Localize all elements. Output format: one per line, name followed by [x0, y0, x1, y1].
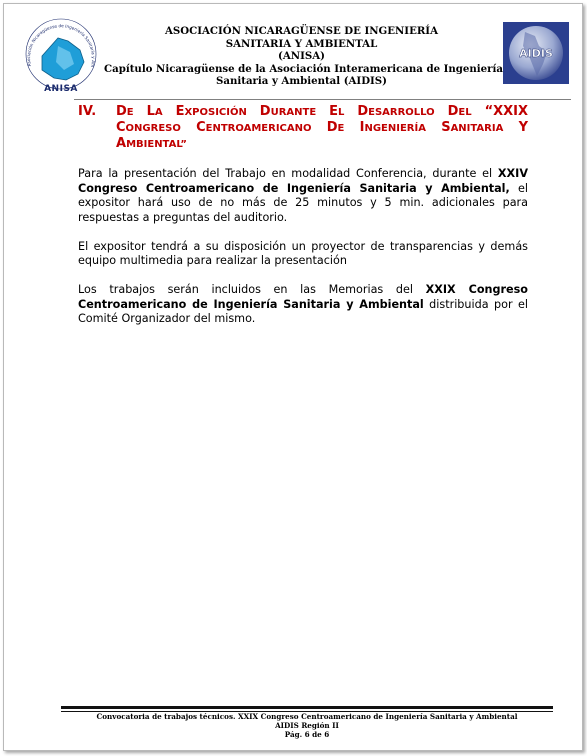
body-text: [78, 167, 528, 341]
paragraph-1: [78, 167, 528, 225]
section-number: IV.: [78, 104, 97, 119]
organization-header: [104, 25, 503, 88]
footer-line-2: AIDIS Región II: [275, 721, 339, 730]
footer-line-1: Convocatoria de trabajos técnicos. XXIX Congreso Centroamericano de Ingeniería Sanitaria y Ambiental: [96, 712, 518, 721]
page-footer: [61, 712, 553, 739]
anisa-logo-label: ANISA: [44, 84, 78, 94]
header-line-3: (ANISA): [278, 50, 325, 63]
footer-line-3: Pág. 6 de 6: [284, 730, 330, 739]
aidis-logo-text: AIDIS: [519, 47, 553, 60]
paragraph-3-text-c: distribuida por el Comité Organizador del mismo.: [78, 297, 528, 325]
header-divider: [74, 99, 571, 100]
paragraph-3-bold: XXIX Congreso Centroamericano de Ingeniería Sanitaria y Ambiental: [78, 283, 528, 311]
section-title: DE LA EXPOSICIÓN DURANTE EL DESARROLLO DEL “XXIX CONGRESO CENTROAMERICANO DE INGENIERÍA SANITARIA Y AMBIENTAL”: [116, 104, 529, 151]
footer-rule-thick: [61, 706, 553, 709]
paragraph-1-text-a: Para la presentación del Trabajo en modalidad Conferencia, durante el: [78, 167, 498, 180]
paragraph-1-text-c: el expositor hará uso de no más de 25 minutos y 5 min. adicionales para respuestas a preguntas del auditorio.: [78, 181, 528, 224]
header-line-5: Sanitaria y Ambiental (AIDIS): [216, 75, 387, 88]
aidis-logo: [503, 22, 569, 84]
anisa-ring-text: Asociación Nicaragüense de Ingeniería Sanitaria y Am: [25, 23, 97, 68]
document-page: [3, 3, 583, 751]
paragraph-3: [78, 283, 528, 327]
paragraph-3-text-a: Los trabajos serán incluidos en las Memorias del: [78, 283, 426, 296]
header-line-4: Capítulo Nicaragüense de la Asociación Interamericana de Ingeniería: [104, 62, 503, 75]
paragraph-2: El expositor tendrá a su disposición un proyector de transparencias y demás equipo multimedia para realizar la presentación: [78, 239, 528, 267]
header-line-2: SANITARIA Y AMBIENTAL: [225, 37, 378, 50]
paragraph-1-bold: XXIV Congreso Centroamericano de Ingeniería Sanitaria y Ambiental,: [78, 167, 528, 195]
header-line-1: ASOCIACIÓN NICARAGÜENSE DE INGENIERÍA: [165, 25, 438, 37]
